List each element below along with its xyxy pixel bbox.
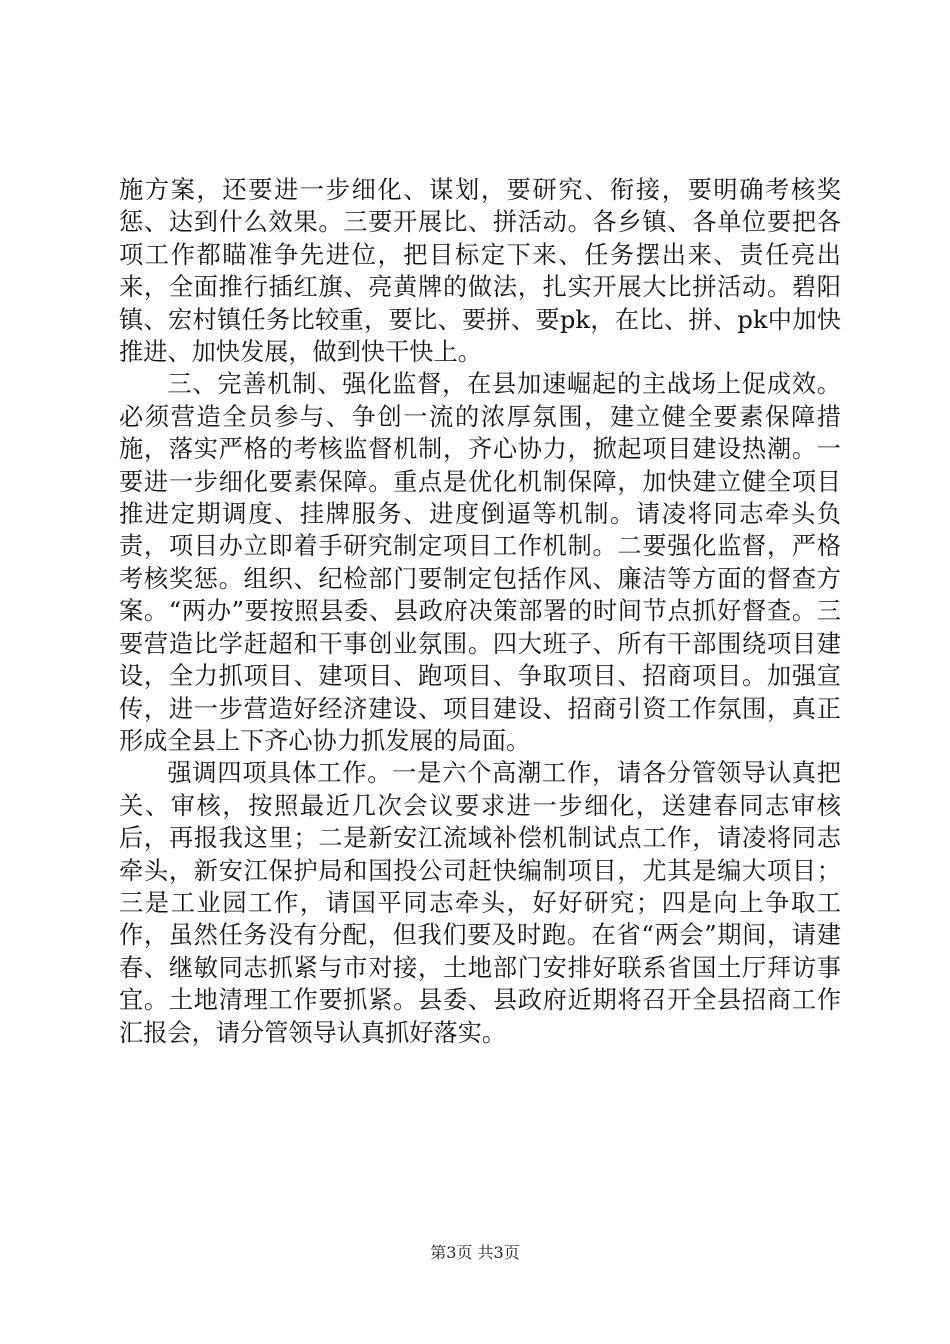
document-body — [119, 174, 841, 1049]
paragraph-continuation: 施方案，还要进一步细化、谋划，要研究、衔接，要明确考核奖惩、达到什么效果。三要开展比、拼活动。各乡镇、各单位要把各项工作都瞄准争先进位，把目标定下来、任务摆出来、责任亮出来，全面推行插红旗、亮黄牌的做法，扎实开展大比拼活动。碧阳镇、宏村镇任务比较重，要比、要拼、要pk，在比、拼、pk中加快推进、加快发展，做到快干快上。 — [119, 176, 841, 367]
paragraph-four-tasks: 强调四项具体工作。一是六个高潮工作，请各分管领导认真把关、审核，按照最近几次会议要求进一步细化，送建春同志审核后，再报我这里；二是新安江流域补偿机制试点工作，请凌将同志牵头，新安江保护局和国投公司赶快编制项目，尤其是编大项目；三是工业园工作，请国平同志牵头，好好研究；四是向上争取工作，虽然任务没有分配，但我们要及时跑。在省“两会”期间，请建春、继敏同志抓紧与市对接，土地部门安排好联系省国土厅拜访事宜。土地清理工作要抓紧。县委、县政府近期将召开全县招商工作汇报会，请分管领导认真抓好落实。 — [119, 759, 841, 1047]
page-number-footer: 第3页 共3页 — [430, 1243, 520, 1262]
paragraph-section-three: 三、完善机制、强化监督，在县加速崛起的主战场上促成效。必须营造全员参与、争创一流的浓厚氛围，建立健全要素保障措施，落实严格的考核监督机制，齐心协力，掀起项目建设热潮。一要进一步细化要素保障。重点是优化机制保障，加快建立健全项目推进定期调度、挂牌服务、进度倒逼等机制。请凌将同志牵头负责，项目办立即着手研究制定项目工作机制。二要强化监督，严格考核奖惩。组织、纪检部门要制定包括作风、廉洁等方面的督查方案。“两办”要按照县委、县政府决策部署的时间节点抓好督查。三要营造比学赶超和干事创业氛围。四大班子、所有干部围绕项目建设，全力抓项目、建项目、跑项目、争取项目、招商项目。加强宣传，进一步营造好经济建设、项目建设、招商引资工作氛围，真正形成全县上下齐心协力抓发展的局面。 — [119, 370, 841, 755]
